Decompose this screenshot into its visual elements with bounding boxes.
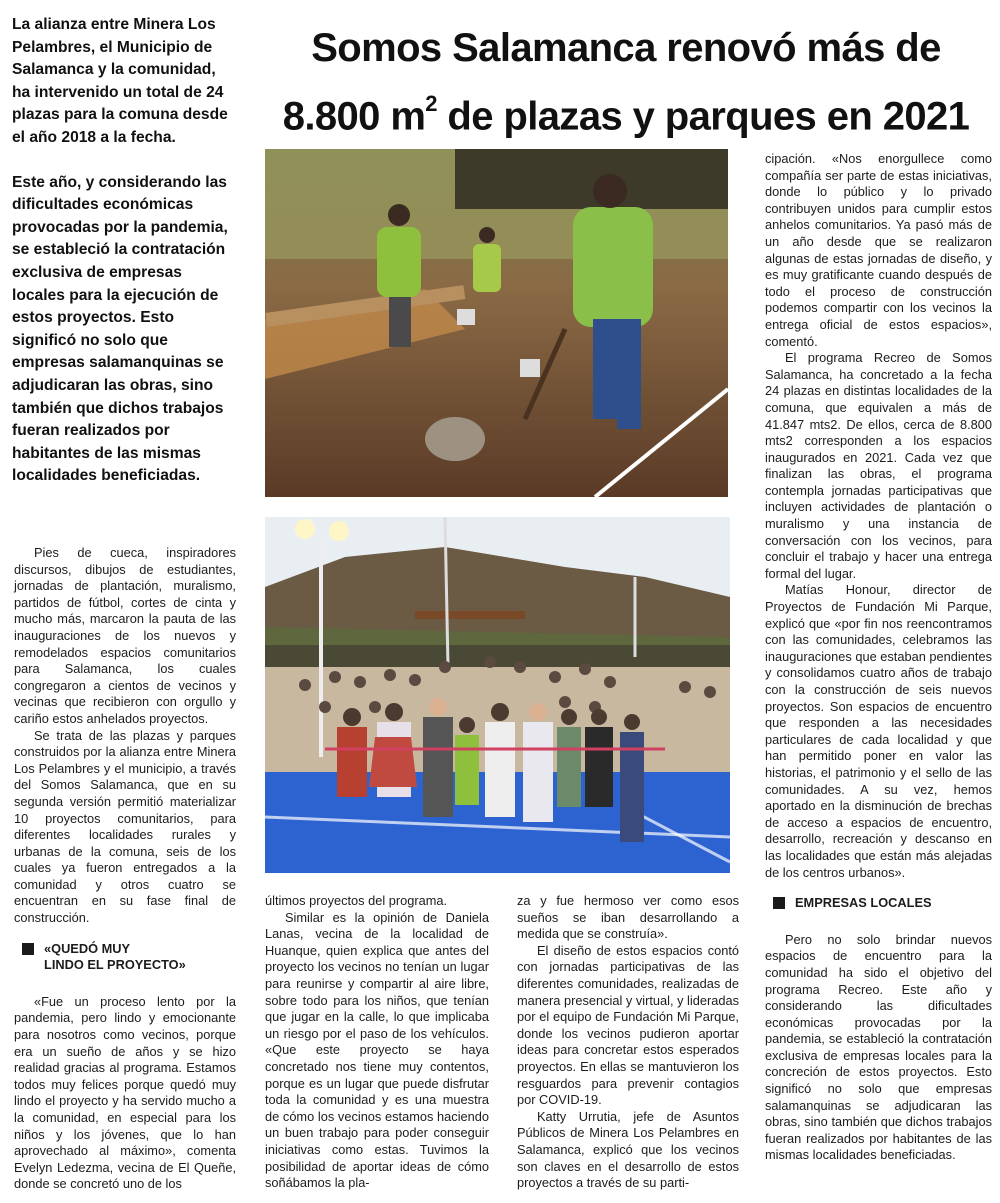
column-2 bbox=[265, 893, 489, 1192]
photo-ribbon-cutting bbox=[265, 517, 730, 873]
headline-line-2 bbox=[262, 78, 990, 146]
photo-planting-image bbox=[265, 149, 728, 497]
col1-subhead-text bbox=[44, 941, 186, 974]
bullet-square-icon bbox=[22, 943, 34, 955]
lead-paragraph-1: La alianza entre Minera Los Pelambres, el Municipio de Salamanca y la comunidad, ha intervenido un total de 24 plazas para la comuna desde el año 2018 a la fecha. bbox=[12, 16, 228, 146]
col4-subhead-text: EMPRESAS LOCALES bbox=[795, 895, 932, 911]
lead-paragraph-2: Este año, y considerando las dificultades económicas provocadas por la pandemia, se estableció la contratación exclusiva de empresas locales para la ejecución de estos proyectos. Esto significó no solo que empresas salamanquinas se adjudicaran las obras, sino también que dichos trabajos fueran realizados por habitantes de las mismas localidades beneficiadas. bbox=[12, 173, 228, 485]
headline-line-2-a: 8.800 m bbox=[282, 94, 426, 139]
headline-line-1: Somos Salamanca renovó más de bbox=[311, 26, 941, 70]
photo-ribbon-cutting-image bbox=[265, 517, 730, 873]
headline-line-2-b: de plazas y parques en 2021 bbox=[436, 94, 970, 139]
col2-paragraph-2: Similar es la opinión de Daniela Lanas, vecina de la localidad de Huanque, quien explica que antes del proyecto los vecinos no tenían un lugar para reunirse y compartir al aire libre, sobre todo para los niños, que tenían que jugar en la calle, lo que implicaba un riesgo por el paso de los vehículos. «Que este proyecto se haya concretado nos tiene muy contentos, porque es un lugar que puede disfrutar toda la comunidad y es una muestra de cómo los vecinos estamos haciendo un buen trabajo para poder conseguir iniciativas como estas. Tuvimos la posibilidad de aportar ideas de cómo soñábamos la pla- bbox=[265, 909, 489, 1191]
column-4 bbox=[765, 151, 992, 1164]
col4-paragraph-2: El programa Recreo de Somos Salamanca, ha concretado a la fecha 24 plazas en distintas localidades de la comuna, que equivalen a más de 41.847 mts2. De ellos, cerca de 8.800 mts2 corresponden a los espacios inaugurados en 2021. Cada vez que finalizan las obras, el programa contempla jornadas participativas que incluyen actividades de plantación o muralismo y una instancia de conversación con los vecinos, para concluir el trabajo y hacer una entrega formal del lugar. bbox=[765, 350, 992, 581]
col3-paragraph-3: Katty Urrutia, jefe de Asuntos Públicos de Minera Los Pelambres en Salamanca, explicó que los vecinos son claves en el desarrollo de estos proyectos a través de su parti- bbox=[517, 1108, 739, 1191]
column-1 bbox=[14, 545, 236, 1193]
col4-paragraph-1: cipación. «Nos enorgullece como compañía ser parte de estas iniciativas, donde lo público y lo privado contribuyen unidos para cumplir estos anhelos comunitarios. Ya pasó más de un año desde que se realizaron algunas de estas jornadas de diseño, y es muy gratificante cuando después de todo el proceso de construcción podemos compartir con los vecinos la entrega oficial de estos espacios», comentó. bbox=[765, 151, 992, 349]
photo-planting bbox=[265, 149, 728, 497]
col3-paragraph-1: za y fue hermoso ver como esos sueños se iban desarrollando a medida que se construía». bbox=[517, 893, 739, 942]
headline bbox=[262, 18, 990, 146]
col4-paragraph-4: Pero no solo brindar nuevos espacios de encuentro para la comunidad ha sido el objetivo del programa Recreo. Este año y considerando las dificultades económicas provocadas por la pandemia, se estableció la contratación exclusiva de empresas locales para la concreción de estos proyectos. Esto significó no solo que empresas salamanquinas se adjudicaran las obras, sino también que dichos trabajos fueran realizados por habitantes de las mismas localidades beneficiadas. bbox=[765, 931, 992, 1163]
lead-summary bbox=[12, 14, 234, 510]
col1-paragraph-2: Se trata de las plazas y parques construidos por la alianza entre Minera Los Pelambres y el municipio, a través del Somos Salamanca, que en su segunda versión permitió materializar 10 proyectos comunitarios, para diferentes localidades rurales y urbanas de la comuna, seis de los cuales ya fueron entregados a la comunidad y otros cuatro se encuentran en su fase final de construcción. bbox=[14, 727, 236, 926]
col1-subhead bbox=[14, 941, 236, 974]
col4-subhead bbox=[765, 895, 992, 912]
col1-subhead-line-2: LINDO EL PROYECTO» bbox=[44, 957, 186, 973]
column-3 bbox=[517, 893, 739, 1192]
col1-subhead-line-1: «QUEDÓ MUY bbox=[44, 940, 131, 956]
col3-paragraph-2: El diseño de estos espacios contó con jornadas participativas de las diferentes comunidades, realizadas de manera presencial y virtual, y lideradas por el equipo de Fundación Mi Parque, donde los vecinos pudieron aportar ideas para concretar estos esperados proyectos. En ellas se mantuvieron los resguardos para prevenir contagios por COVID-19. bbox=[517, 942, 739, 1108]
headline-superscript: 2 bbox=[425, 91, 437, 116]
col1-paragraph-3: «Fue un proceso lento por la pandemia, pero lindo y emocionante para nosotros como vecinos, porque era un sueño de años y se hizo realidad gracias al programa. Estamos todos muy felices porque quedó muy lindo el proyecto y ha servido mucho a la comunidad, en especial para los niños y los jóvenes, que lo han aprovechado al máximo», comenta Evelyn Ledezma, vecina de El Queñe, donde se concretó uno de los bbox=[14, 993, 236, 1192]
col1-paragraph-1: Pies de cueca, inspiradores discursos, dibujos de estudiantes, jornadas de plantación, muralismo, partidos de fútbol, cortes de cinta y mucho más, marcaron la pauta de las inauguraciones de los nuevos y remodelados espacios comunitarios para Salamanca, los cuales congregaron a cientos de vecinos y vecinas que recibieron con orgullo y cariño estos anhelados proyectos. bbox=[14, 545, 236, 726]
col2-paragraph-1: últimos proyectos del programa. bbox=[265, 893, 448, 908]
bullet-square-icon bbox=[773, 897, 785, 909]
col4-paragraph-3: Matías Honour, director de Proyectos de Fundación Mi Parque, explicó que «por fin nos reencontramos con las comunidades, celebramos las inauguraciones que estaban pendientes y consolidamos cuatro años de trabajo con la construcción de seis nuevos proyectos. Son espacios de encuentro que responden a las necesidades particulares de cada localidad y que han permitido poner en valor las historias, el patrimonio y el sello de las comunidades. A su vez, hemos aportado en la disminución de brechas de acceso a espacios de encuentro, desarrollo, recreación y descanso en las localidades que están más alejadas de los centros urbanos». bbox=[765, 582, 992, 880]
